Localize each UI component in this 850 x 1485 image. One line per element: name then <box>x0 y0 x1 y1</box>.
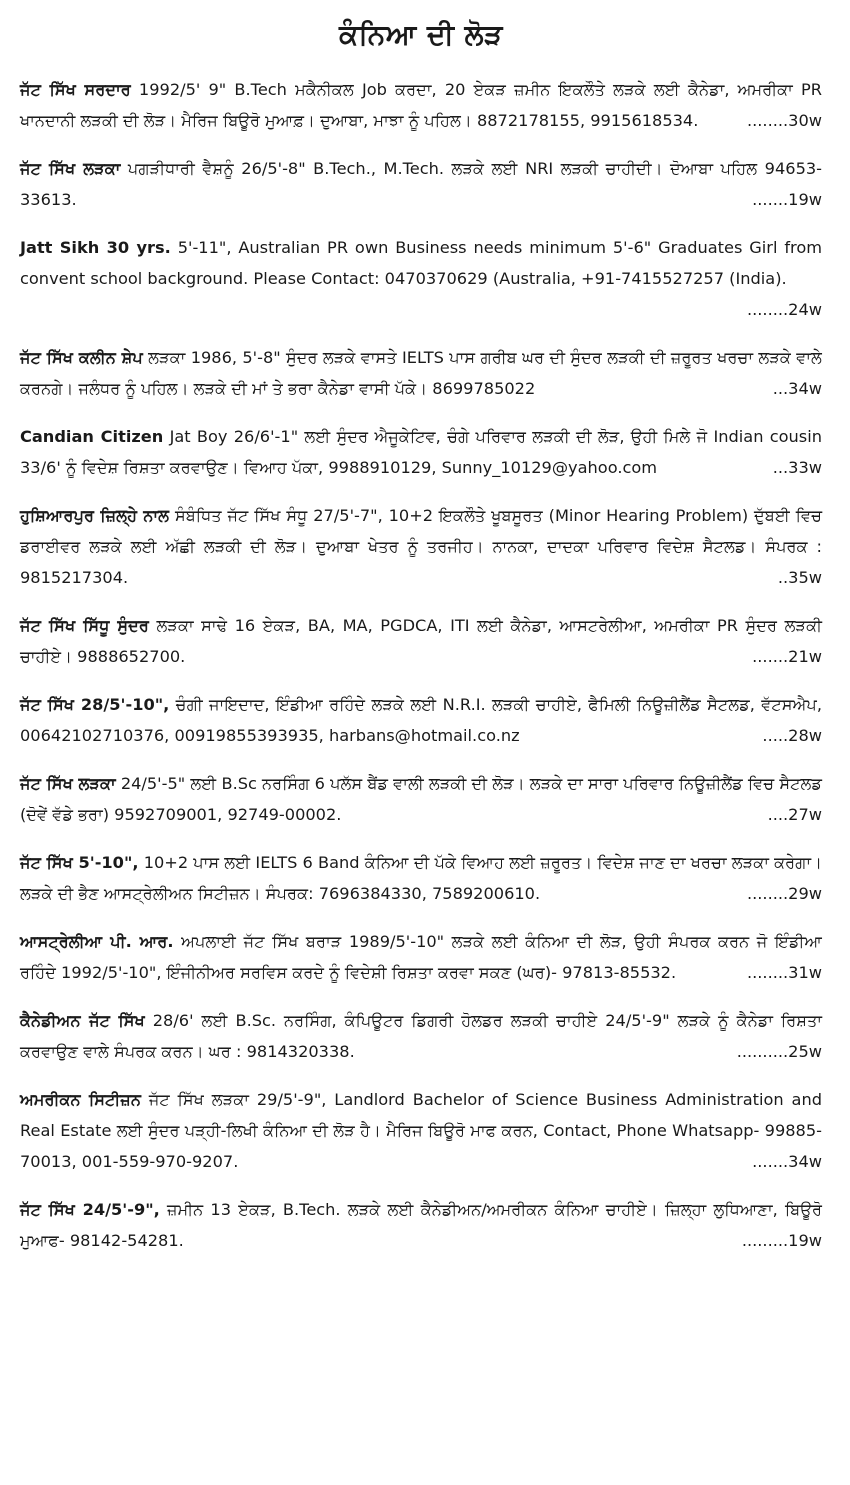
ad-text: ਅਪਲਾਈ ਜੱਟ ਸਿੱਖ ਬਰਾੜ 1989/5'-10" ਲੜਕੇ ਲਈ ਕੰਨਿਆ ਦੀ ਲੋੜ, ਉਹੀ ਸੰਪਰਕ ਕਰਨ ਜੋ ਇੰਡੀਆ ਰਹਿੰਦੇ 1992/5'-10", ਇੰਜੀਨੀਅਰ ਸਰਵਿਸ ਕਰਦੇ ਨੂੰ ਵਿਦੇਸ਼ੀ ਰਿਸ਼ਤਾ ਕਰਵਾ ਸਕਣ (ਘਰ)- 97813-85532. <box>20 932 823 982</box>
ad-code: .......19w <box>752 190 822 209</box>
ad-item-12 <box>20 1005 822 1067</box>
ad-lead: ਜੱਟ ਸਿੱਖ ਸਿੱਧੂ ਸੁੰਦਰ <box>20 616 149 635</box>
ad-lead: ਆਸਟ੍ਰੇਲੀਆ ਪੀ. ਆਰ. <box>20 932 174 951</box>
ad-lead: ਅਮਰੀਕਨ ਸਿਟੀਜ਼ਨ <box>20 1090 141 1109</box>
ad-item-14 <box>20 1194 822 1256</box>
ad-text: ਜ਼ਮੀਨ 13 ਏਕੜ, B.Tech. ਲੜਕੇ ਲਈ ਕੈਨੇਡੀਅਨ/ਅਮਰੀਕਨ ਕੰਨਿਆ ਚਾਹੀਏ। ਜ਼ਿਲ੍ਹਾ ਲੁਧਿਆਣਾ, ਬਿਊਰੋ ਮੁਆਫ- 98142-54281. <box>20 1200 822 1250</box>
ad-code: .......21w <box>752 647 822 666</box>
ad-item-4 <box>20 342 822 404</box>
ad-lead: ਜੱਟ ਸਿੱਖ 24/5'-9", <box>20 1200 160 1219</box>
ad-item-6 <box>20 500 822 593</box>
ad-lead: ਕੈਨੇਡੀਅਨ ਜੱਟ ਸਿੱਖ <box>20 1011 145 1030</box>
ad-lead: ਹੁਸ਼ਿਆਰਪੁਰ ਜ਼ਿਲ੍ਹੇ ਨਾਲ <box>20 506 170 525</box>
ad-text: ਜੱਟ ਸਿੱਖ ਲੜਕਾ 29/5'-9", Landlord Bachelor of Science Business Administration and Real Estate ਲਈ ਸੁੰਦਰ ਪੜ੍ਹੀ-ਲਿਖੀ ਕੰਨਿਆ ਦੀ ਲੋੜ ਹੈ। ਮੈਰਿਜ ਬਿਊਰੋ ਮਾਫ ਕਰਨ, Contact, Phone Whatsapp- 99885-70013, 001-559-970-9207. <box>20 1090 822 1171</box>
ad-code: ........24w <box>746 300 822 319</box>
ad-lead: ਜੱਟ ਸਿੱਖ 5'-10", <box>20 853 139 872</box>
ad-item-1 <box>20 74 822 136</box>
ad-item-7 <box>20 610 822 672</box>
ad-item-11 <box>20 926 822 988</box>
ad-lead: Candian Citizen <box>20 427 164 446</box>
ad-lead: ਜੱਟ ਸਿੱਖ 28/5'-10", <box>20 695 170 714</box>
ad-code: ........30w <box>746 111 822 130</box>
ad-item-13 <box>20 1084 822 1177</box>
ad-item-8 <box>20 689 822 751</box>
ad-code: ..........25w <box>736 1042 822 1061</box>
ad-lead: Jatt Sikh 30 yrs. <box>20 238 171 257</box>
ad-item-9 <box>20 768 822 830</box>
ad-text: ਚੰਗੀ ਜਾਇਦਾਦ, ਇੰਡੀਆ ਰਹਿੰਦੇ ਲੜਕੇ ਲਈ N.R.I. ਲੜਕੀ ਚਾਹੀਏ, ਫੈਮਿਲੀ ਨਿਊਜ਼ੀਲੈਂਡ ਸੈਟਲਡ, ਵੱਟਸਐਪ, 00642102710376, 00919855393935, harbans@hotmail.co.nz <box>20 695 822 745</box>
ad-text: Jat Boy 26/6'-1" ਲਈ ਸੁੰਦਰ ਐਜੂਕੇਟਿਵ, ਚੰਗੇ ਪਰਿਵਾਰ ਲੜਕੀ ਦੀ ਲੋੜ, ਉਹੀ ਮਿਲੇ ਜੋ Indian cousin 33/6' ਨੂੰ ਵਿਦੇਸ਼ ਰਿਸ਼ਤਾ ਕਰਵਾਉਣ। ਵਿਆਹ ਪੱਕਾ, 9988910129, Sunny_10129@yahoo.com <box>20 427 822 477</box>
ad-code: ....27w <box>767 805 822 824</box>
ad-code: ........29w <box>746 884 822 903</box>
ad-text: 24/5'-5" ਲਈ B.Sc ਨਰਸਿੰਗ 6 ਪਲੱਸ ਬੈਂਡ ਵਾਲੀ ਲੜਕੀ ਦੀ ਲੋੜ। ਲੜਕੇ ਦਾ ਸਾਰਾ ਪਰਿਵਾਰ ਨਿਊਜ਼ੀਲੈਂਡ ਵਿਚ ਸੈਟਲਡ (ਦੋਵੇਂ ਵੱਡੇ ਭਰਾ) 9592709001, 92749-00002. <box>20 774 822 824</box>
ad-item-10 <box>20 847 822 909</box>
ad-lead: ਜੱਟ ਸਿੱਖ ਕਲੀਨ ਸ਼ੇਪ <box>20 348 143 367</box>
ad-lead: ਜੱਟ ਸਿੱਖ ਸਰਦਾਰ <box>20 80 131 99</box>
ad-text: ਲੜਕਾ ਸਾਢੇ 16 ਏਕੜ, BA, MA, PGDCA, ITI ਲਈ ਕੈਨੇਡਾ, ਆਸਟਰੇਲੀਆ, ਅਮਰੀਕਾ PR ਸੁੰਦਰ ਲੜਕੀ ਚਾਹੀਏ। 9888652700. <box>20 616 822 666</box>
ad-lead: ਜੱਟ ਸਿੱਖ ਲੜਕਾ <box>20 774 116 793</box>
ad-text: 28/6' ਲਈ B.Sc. ਨਰਸਿੰਗ, ਕੰਪਿਊਟਰ ਡਿਗਰੀ ਹੋਲਡਰ ਲੜਕੀ ਚਾਹੀਏ 24/5'-9" ਲੜਕੇ ਨੂੰ ਕੈਨੇਡਾ ਰਿਸ਼ਤਾ ਕਰਵਾਉਣ ਵਾਲੇ ਸੰਪਰਕ ਕਰਨ। ਘਰ : 9814320338. <box>20 1011 822 1061</box>
ad-code: .........19w <box>741 1231 822 1250</box>
ad-item-2 <box>20 153 822 215</box>
ad-code: ...34w <box>772 379 822 398</box>
ad-item-5 <box>20 421 822 483</box>
ad-lead: ਜੱਟ ਸਿੱਖ ਲੜਕਾ <box>20 159 121 178</box>
ad-text: 1992/5' 9" B.Tech ਮਕੈਨੀਕਲ Job ਕਰਦਾ, 20 ਏਕੜ ਜ਼ਮੀਨ ਇਕਲੌਤੇ ਲੜਕੇ ਲਈ ਕੈਨੇਡਾ, ਅਮਰੀਕਾ PR ਖਾਨਦਾਨੀ ਲੜਕੀ ਦੀ ਲੋੜ। ਮੈਰਿਜ ਬਿਊਰੋ ਮੁਆਫ਼। ਦੁਆਬਾ, ਮਾਝਾ ਨੂੰ ਪਹਿਲ। 8872178155, 9915618534. <box>20 80 822 130</box>
ad-text: 10+2 ਪਾਸ ਲਈ IELTS 6 Band ਕੰਨਿਆ ਦੀ ਪੱਕੇ ਵਿਆਹ ਲਈ ਜ਼ਰੂਰਤ। ਵਿਦੇਸ਼ ਜਾਣ ਦਾ ਖਰਚਾ ਲੜਕਾ ਕਰੇਗਾ। ਲੜਕੇ ਦੀ ਭੈਣ ਆਸਟ੍ਰੇਲੀਅਨ ਸਿਟੀਜ਼ਨ। ਸੰਪਰਕ: 7696384330, 7589200610. <box>20 853 822 903</box>
ad-text: ਪਗੜੀਧਾਰੀ ਵੈਸ਼ਨੂੰ 26/5'-8" B.Tech., M.Tech. ਲੜਕੇ ਲਈ NRI ਲੜਕੀ ਚਾਹੀਦੀ। ਦੋਆਬਾ ਪਹਿਲ 94653-33613. <box>20 159 823 209</box>
ad-code: ........31w <box>746 963 822 982</box>
ad-code: ..35w <box>777 568 822 587</box>
ad-code: ...33w <box>772 458 822 477</box>
ad-code: .....28w <box>762 726 822 745</box>
ad-item-3 <box>20 232 822 325</box>
ad-text: 5'-11", Australian PR own Business needs minimum 5'-6" Graduates Girl from convent school background. Please Contact: 0470370629 (Australia, +91-7415527257 (India). <box>20 238 822 288</box>
ad-text: ਸੰਬੰਧਿਤ ਜੱਟ ਸਿੱਖ ਸੰਧੂ 27/5'-7", 10+2 ਇਕਲੌਤੇ ਖੂਬਸੂਰਤ (Minor Hearing Problem) ਦੁੱਬਈ ਵਿਚ ਡਰਾਈਵਰ ਲੜਕੇ ਲਈ ਅੱਛੀ ਲੜਕੀ ਦੀ ਲੋੜ। ਦੁਆਬਾ ਖੇਤਰ ਨੂੰ ਤਰਜੀਹ। ਨਾਨਕਾ, ਦਾਦਕਾ ਪਰਿਵਾਰ ਵਿਦੇਸ਼ ਸੈਟਲਡ। ਸੰਪਰਕ : 9815217304. <box>20 506 822 587</box>
page-title: ਕੰਨਿਆ ਦੀ ਲੋੜ <box>339 18 503 51</box>
ad-code: .......34w <box>752 1152 822 1171</box>
ad-text: ਲੜਕਾ 1986, 5'-8" ਸੁੰਦਰ ਲੜਕੇ ਵਾਸਤੇ IELTS ਪਾਸ ਗਰੀਬ ਘਰ ਦੀ ਸੁੰਦਰ ਲੜਕੀ ਦੀ ਜ਼ਰੂਰਤ ਖਰਚਾ ਲੜਕੇ ਵਾਲੇ ਕਰਨਗੇ। ਜਲੰਧਰ ਨੂੰ ਪਹਿਲ। ਲੜਕੇ ਦੀ ਮਾਂ ਤੇ ਭਰਾ ਕੈਨੇਡਾ ਵਾਸੀ ਪੱਕੇ। 8699785022 <box>20 348 822 398</box>
